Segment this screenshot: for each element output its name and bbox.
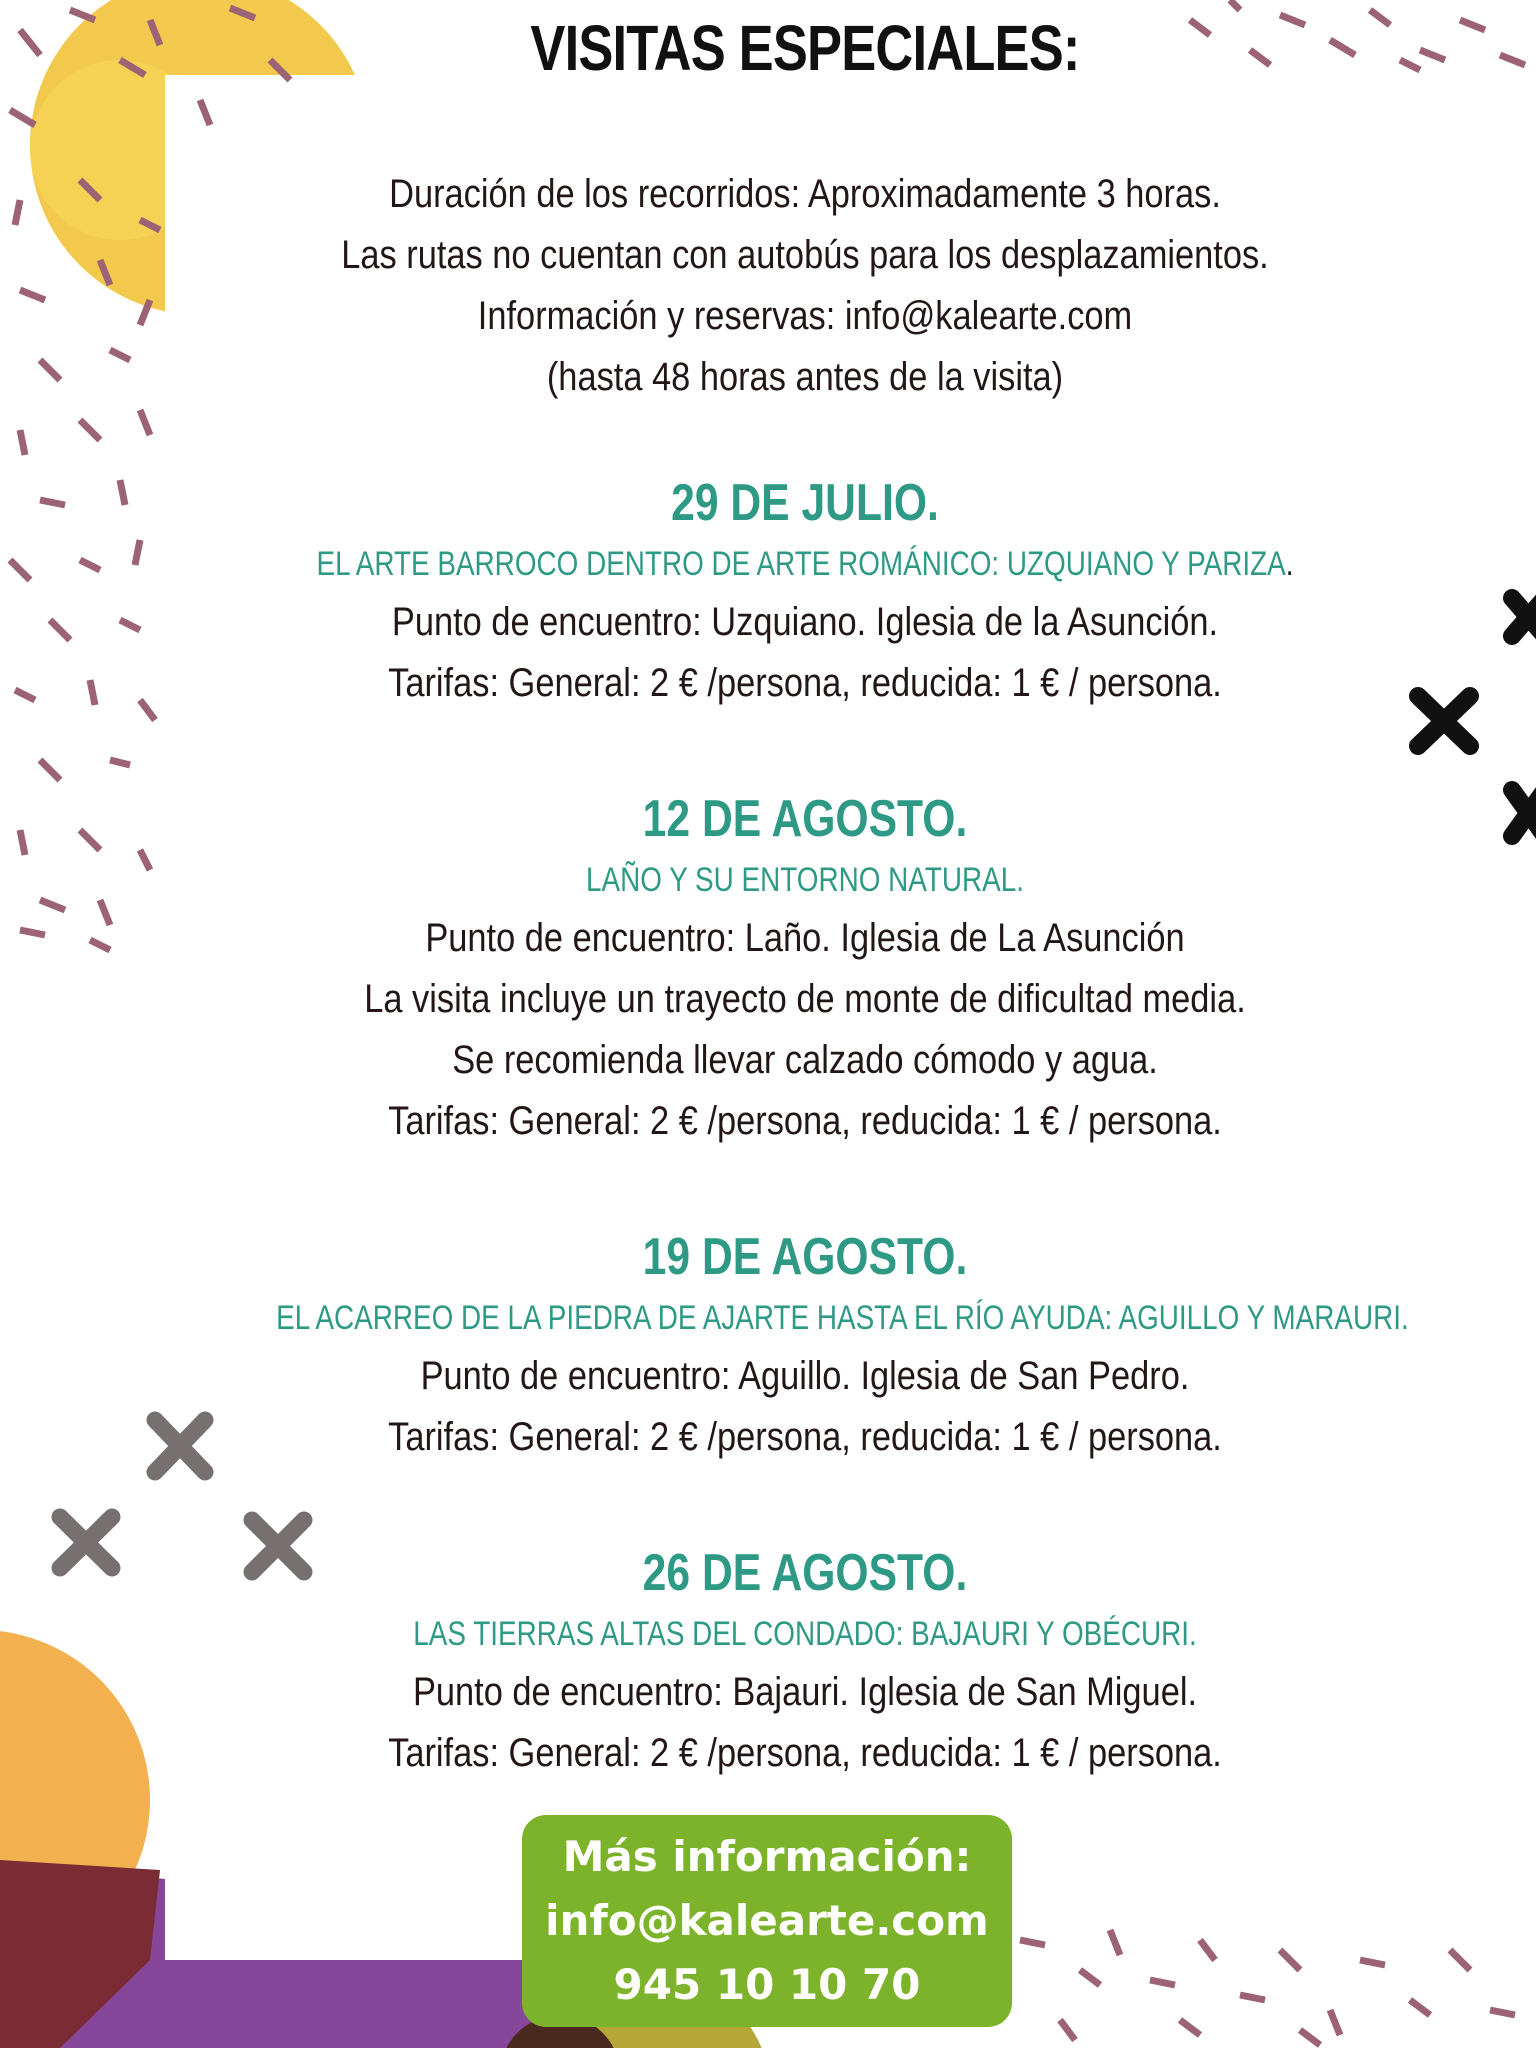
deadline-text: (hasta 48 horas antes de la visita) xyxy=(546,355,1064,399)
event-date: 12 DE AGOSTO. xyxy=(642,790,968,848)
event-title-text: EL ARTE BARROCO DENTRO DE ARTE ROMÁNICO: UZQUIANO Y PARIZA xyxy=(316,545,1286,583)
intro-block xyxy=(160,164,1450,408)
event-title: EL ACARREO DE LA PIEDRA DE AJARTE HASTA EL RÍO AYUDA: AGUILLO Y MARAURI. xyxy=(276,1299,1409,1337)
event-meeting-point: Punto de encuentro: Uzquiano. Iglesia de la Asunción. xyxy=(391,600,1219,644)
event-date: 26 DE AGOSTO. xyxy=(642,1544,968,1602)
event-title: LAÑO Y SU ENTORNO NATURAL. xyxy=(586,861,1024,899)
event-block xyxy=(160,786,1450,1152)
contact-phone[interactable]: 945 10 10 70 xyxy=(613,1960,921,2009)
event-title: LAS TIERRAS ALTAS DEL CONDADO: BAJAURI Y OBÉCURI. xyxy=(413,1615,1197,1653)
event-block xyxy=(160,470,1450,714)
more-info-label: Más información: xyxy=(562,1832,972,1881)
contact-email-link[interactable]: info@kalearte.com xyxy=(545,1896,989,1945)
more-info-box xyxy=(522,1815,1012,2027)
event-meeting-point: Punto de encuentro: Laño. Iglesia de La Asunción xyxy=(425,916,1185,960)
event-rates: Tarifas: General: 2 € /persona, reducida: 1 € / persona. xyxy=(388,1099,1222,1143)
event-title-dot: . xyxy=(1285,545,1294,583)
booking-text: Información y reservas: info@kalearte.com xyxy=(477,294,1133,338)
event-note: La visita incluye un trayecto de monte de dificultad media. xyxy=(364,977,1246,1021)
event-note: Se recomienda llevar calzado cómodo y agua. xyxy=(452,1038,1158,1082)
main-content xyxy=(160,0,1450,1784)
event-block xyxy=(160,1540,1450,1784)
event-block xyxy=(160,1224,1450,1468)
event-date: 29 DE JULIO. xyxy=(671,474,939,532)
event-rates: Tarifas: General: 2 € /persona, reducida: 1 € / persona. xyxy=(388,661,1222,705)
event-date: 19 DE AGOSTO. xyxy=(642,1228,968,1286)
event-title xyxy=(276,536,1334,592)
event-meeting-point: Punto de encuentro: Bajauri. Iglesia de San Miguel. xyxy=(412,1670,1198,1714)
page-title: VISITAS ESPECIALES: xyxy=(530,12,1080,84)
event-rates: Tarifas: General: 2 € /persona, reducida: 1 € / persona. xyxy=(388,1731,1222,1775)
event-rates: Tarifas: General: 2 € /persona, reducida: 1 € / persona. xyxy=(388,1415,1222,1459)
duration-text: Duración de los recorridos: Aproximadamente 3 horas. xyxy=(389,172,1221,216)
bus-text: Las rutas no cuentan con autobús para los desplazamientos. xyxy=(341,233,1269,277)
event-meeting-point: Punto de encuentro: Aguillo. Iglesia de San Pedro. xyxy=(420,1354,1190,1398)
